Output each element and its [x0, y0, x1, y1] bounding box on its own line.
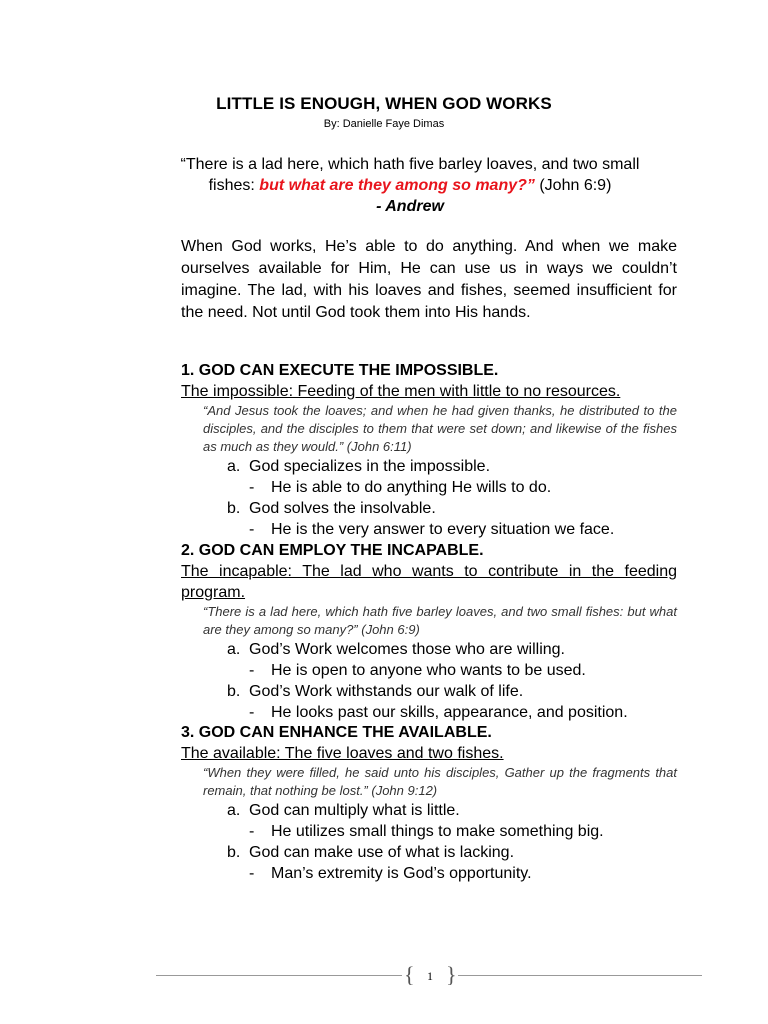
- list-item: [227, 800, 677, 821]
- intro-paragraph: When God works, He’s able to do anything. And when we make ourselves available for Him, He can use us in ways we couldn’t imagine. The lad, with his loaves and fishes, seemed insufficient for the need. Not until God took them into His hands.: [181, 238, 677, 321]
- list-item-text: God specializes in the impossible.: [249, 458, 491, 475]
- list-marker: b.: [227, 844, 241, 861]
- opening-quote: [160, 154, 660, 217]
- list-marker: a.: [227, 458, 241, 475]
- document-title: LITTLE IS ENOUGH, WHEN GOD WORKS: [216, 94, 552, 113]
- list-item: [227, 842, 677, 863]
- list-item-text: God can make use of what is lacking.: [249, 844, 515, 861]
- list-detail-text: He utilizes small things to make something big.: [271, 823, 604, 840]
- list-item-text: God’s Work welcomes those who are willing.: [249, 641, 565, 658]
- list-detail: [249, 660, 677, 681]
- list-detail: [249, 702, 677, 723]
- list-detail-text: He looks past our skills, appearance, and position.: [271, 704, 628, 721]
- section-subheading: The incapable: The lad who wants to contribute in the feeding program.: [181, 563, 677, 601]
- quote-attribution: - Andrew: [376, 198, 444, 215]
- list-item-text: God’s Work withstands our walk of life.: [249, 683, 524, 700]
- detail-marker: -: [249, 865, 255, 882]
- list-marker: b.: [227, 683, 241, 700]
- list-item-text: God solves the insolvable.: [249, 500, 436, 517]
- list-detail: [249, 863, 677, 884]
- detail-marker: -: [249, 823, 255, 840]
- section-heading: 1. GOD CAN EXECUTE THE IMPOSSIBLE.: [181, 362, 499, 379]
- footer-rule-left: [156, 975, 402, 976]
- page-number: 1: [427, 969, 433, 983]
- footer-brace-right: }: [446, 962, 457, 987]
- section-3: [181, 722, 677, 884]
- list-marker: b.: [227, 500, 241, 517]
- detail-marker: -: [249, 479, 255, 496]
- detail-marker: -: [249, 704, 255, 721]
- section-2: [181, 540, 677, 723]
- list-detail-text: He is able to do anything He wills to do.: [271, 479, 552, 496]
- section-heading: 3. GOD CAN ENHANCE THE AVAILABLE.: [181, 724, 492, 741]
- footer-brace-left: {: [404, 962, 415, 987]
- section-heading: 2. GOD CAN EMPLOY THE INCAPABLE.: [181, 542, 484, 559]
- author-byline: By: Danielle Faye Dimas: [323, 118, 445, 130]
- section-verse: “And Jesus took the loaves; and when he had given thanks, he distributed to the disciples, and the disciples to them that were set down; and likewise of the fishes as much as they would.” (John 6:11): [203, 403, 677, 454]
- section-subheading: The impossible: Feeding of the men with little to no resources.: [181, 383, 621, 400]
- list-item: [227, 681, 677, 702]
- list-detail-text: He is open to anyone who wants to be used.: [271, 662, 586, 679]
- list-detail: [249, 519, 677, 540]
- list-detail: [249, 821, 677, 842]
- section-1: [181, 360, 677, 540]
- list-detail-text: Man’s extremity is God’s opportunity.: [271, 865, 532, 882]
- quote-highlight: but what are they among so many?”: [259, 177, 535, 194]
- list-item-text: God can multiply what is little.: [249, 802, 460, 819]
- footer-rule-right: [458, 975, 702, 976]
- section-subheading: The available: The five loaves and two fishes.: [181, 745, 504, 762]
- quote-text-before: “There is a lad here, which hath five barley loaves, and two small fishes:: [180, 156, 640, 194]
- list-marker: a.: [227, 641, 241, 658]
- list-detail: [249, 477, 677, 498]
- quote-reference: (John 6:9): [534, 177, 612, 194]
- list-marker: a.: [227, 802, 241, 819]
- section-verse: “When they were filled, he said unto his disciples, Gather up the fragments that remain, that nothing be lost.” (John 9:12): [203, 765, 677, 798]
- list-detail-text: He is the very answer to every situation we face.: [271, 521, 615, 538]
- list-item: [227, 639, 677, 660]
- section-verse: “There is a lad here, which hath five barley loaves, and two small fishes: but what are they among so many?” (John 6:9): [203, 604, 677, 637]
- detail-marker: -: [249, 662, 255, 679]
- list-item: [227, 456, 677, 477]
- detail-marker: -: [249, 521, 255, 538]
- list-item: [227, 498, 677, 519]
